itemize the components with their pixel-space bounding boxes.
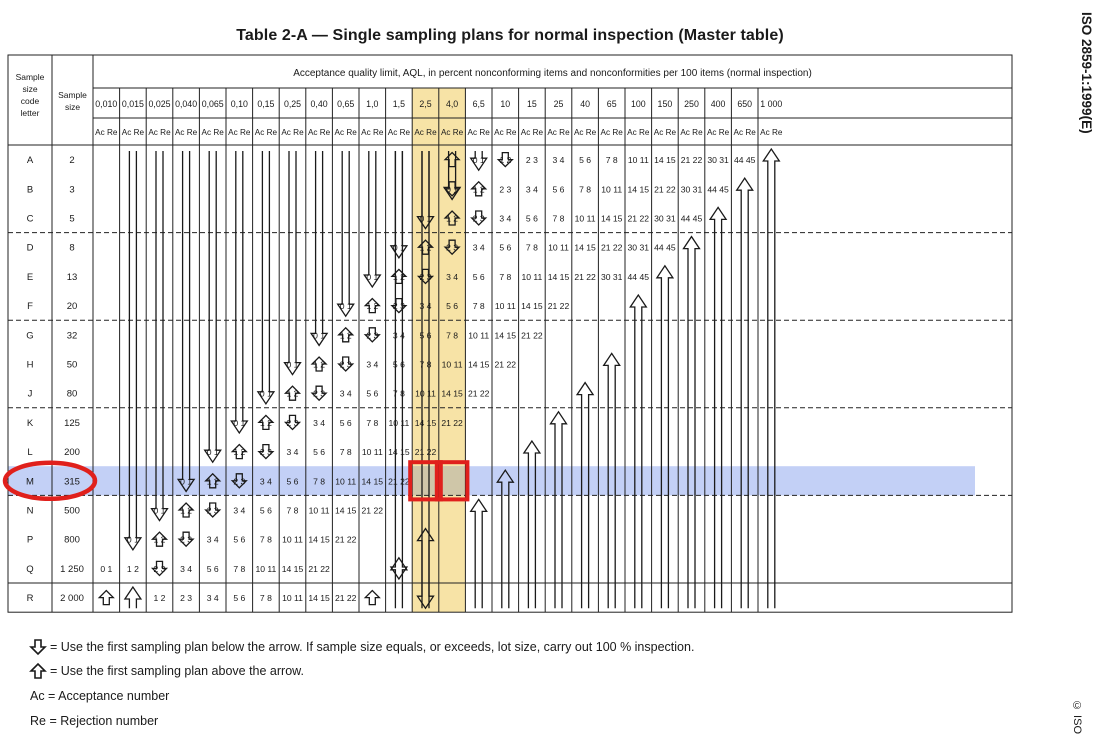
ac-re-value: 7 8 [286, 505, 299, 516]
long-up-arrow-icon [125, 587, 141, 608]
ac-re-value: 21 22 [308, 563, 330, 574]
aql-value: 15 [527, 99, 537, 109]
row-sample-size: 3 [69, 184, 75, 196]
ac-re-header: Ac Re [627, 128, 650, 137]
ac-re-value: 7 8 [552, 213, 565, 224]
ac-re-value: 2 3 [153, 563, 166, 574]
up-arrow-icon [365, 591, 379, 605]
ac-re-value: 1 2 [233, 447, 246, 458]
ac-re-value: 44 45 [654, 242, 676, 253]
row-code-letter: L [27, 447, 33, 459]
ac-re-value: 7 8 [446, 330, 459, 341]
ac-re-value: 5 6 [392, 359, 405, 370]
ac-re-value: 21 22 [574, 271, 596, 282]
ac-re-value: 30 31 [600, 271, 623, 282]
ac-re-value: 7 8 [499, 271, 512, 282]
ac-re-value: 2 3 [313, 388, 326, 399]
ac-re-value: 2 3 [233, 476, 246, 487]
ac-re-value: 3 4 [392, 330, 405, 341]
ac-re-header: Ac Re [95, 128, 118, 137]
ac-re-value: 10 11 [574, 213, 596, 224]
ac-re-value: 14 15 [414, 417, 437, 428]
ac-re-value: 5 6 [472, 271, 485, 282]
ac-re-header: Ac Re [520, 128, 544, 137]
aql-value: 1,0 [366, 99, 379, 109]
ac-re-header: Ac Re [653, 128, 677, 137]
row-code-letter: R [26, 593, 34, 605]
long-up-arrow-icon [471, 499, 487, 608]
ac-re-value: 10 11 [601, 184, 623, 195]
legend-re [30, 711, 158, 731]
legend-down-text: = Use the first sampling plan below the arrow. If sample size equals, or exceeds, lot size, carry out 100 % inspection. [50, 640, 695, 654]
row-sample-size: 315 [64, 476, 80, 488]
ac-re-value: 0 1 [446, 184, 459, 195]
ac-re-value: 1 2 [419, 242, 432, 253]
row-code-letter: J [27, 388, 33, 400]
aql-value: 25 [553, 99, 564, 109]
ac-re-value: 14 15 [600, 213, 623, 224]
ac-re-value: 7 8 [525, 242, 538, 253]
ac-re-value: 7 8 [233, 563, 246, 574]
ac-re-value: 14 15 [547, 271, 570, 282]
ac-re-value: 14 15 [334, 505, 357, 516]
ac-re-value: 0 1 [366, 271, 379, 282]
ac-re-header: Ac Re [361, 128, 384, 137]
ac-re-value: 1 2 [286, 388, 299, 399]
ac-re-value: 14 15 [654, 155, 676, 166]
row-code-letter: M [26, 476, 34, 488]
legend-ac-text: Ac = Acceptance number [30, 689, 170, 703]
ac-re-value: 2 3 [180, 534, 193, 545]
aql-value: 0,40 [310, 99, 328, 109]
ac-re-value: 5 6 [233, 593, 246, 604]
long-up-arrow-icon [657, 266, 673, 608]
ac-re-value: 10 11 [521, 271, 543, 282]
ac-re-value: 21 22 [414, 447, 437, 458]
ac-re-header: Ac Re [387, 128, 411, 137]
aql-value: 0,65 [337, 99, 355, 109]
ac-re-value: 5 6 [499, 242, 512, 253]
ac-re-value: 10 11 [335, 476, 357, 487]
aql-value: 250 [684, 99, 699, 109]
down-arrow-icon [30, 639, 46, 655]
ac-re-value: 0 1 [180, 476, 193, 487]
ac-re-value: 7 8 [259, 534, 272, 545]
aql-value: 1 000 [760, 99, 783, 109]
ac-re-value: 14 15 [361, 476, 384, 487]
ac-re-value: 10 11 [282, 593, 303, 604]
ac-re-value: 0 1 [472, 155, 485, 166]
ac-re-header: Ac Re [201, 128, 224, 137]
ac-re-value: 10 11 [282, 534, 303, 545]
ac-re-value: 1 2 [126, 563, 139, 574]
ac-re-header: Ac Re [600, 128, 623, 137]
ac-re-value: 5 6 [339, 417, 352, 428]
ac-re-value: 0 1 [339, 301, 352, 312]
ac-re-value: 1 2 [392, 271, 405, 282]
row-code-letter: D [26, 242, 34, 254]
ac-re-value: 0 1 [126, 534, 139, 545]
ac-re-value: 7 8 [339, 447, 352, 458]
ac-re-value: 7 8 [392, 388, 405, 399]
ac-re-value: 5 6 [286, 476, 299, 487]
row-code-letter: F [27, 301, 33, 313]
ac-re-header: Ac Re [706, 128, 730, 137]
ac-re-value: 2 3 [419, 271, 432, 282]
ac-re-value: 5 6 [206, 563, 219, 574]
aql-value: 650 [737, 99, 753, 109]
aql-value: 1,5 [392, 99, 406, 109]
sample-size-header: Sample [58, 90, 87, 100]
ac-re-value: 14 15 [388, 447, 410, 458]
row-code-letter: H [26, 359, 34, 371]
ac-re-value: 0 1 [259, 388, 272, 399]
ac-re-value: 0 1 [313, 330, 326, 341]
legend-down-arrow [30, 637, 694, 657]
ac-re-value: 3 4 [206, 534, 219, 545]
ac-re-header: Ac Re [414, 128, 437, 137]
ac-re-value: 7 8 [366, 417, 379, 428]
aql-value: 150 [657, 99, 673, 109]
ac-re-header: Ac Re [467, 128, 490, 137]
ac-re-value: 21 22 [441, 417, 463, 428]
row-sample-size: 80 [66, 388, 78, 400]
code-letter-header: letter [20, 108, 40, 118]
up-arrow-icon [30, 663, 46, 679]
row-code-letter: A [26, 155, 34, 167]
long-up-arrow-icon [551, 412, 567, 608]
ac-re-value: 2 3 [446, 242, 459, 253]
ac-re-value: 21 22 [494, 359, 517, 370]
ac-re-value: 7 8 [579, 184, 592, 195]
ac-re-value: 1 2 [499, 155, 512, 166]
long-up-arrow-icon [684, 237, 700, 609]
aql-value: 0,015 [121, 99, 144, 109]
ac-re-value: 5 6 [579, 155, 592, 166]
ac-re-value: 10 11 [255, 563, 277, 574]
ac-re-value: 10 11 [415, 388, 436, 399]
row-sample-size: 8 [69, 242, 75, 254]
ac-re-value: 14 15 [574, 242, 596, 253]
ac-re-value: 10 11 [388, 417, 410, 428]
ac-re-value: 3 4 [552, 155, 565, 166]
row-sample-size: 125 [64, 417, 80, 429]
ac-re-value: 10 11 [308, 505, 330, 516]
code-letter-header: size [22, 84, 38, 94]
row-code-letter: P [26, 534, 34, 546]
ac-re-value: 2 3 [206, 505, 219, 516]
aql-value: 0,065 [201, 99, 224, 109]
ac-re-header: Ac Re [494, 128, 517, 137]
ac-re-value: 7 8 [419, 359, 432, 370]
ac-re-value: 10 11 [494, 301, 516, 312]
ac-re-value: 21 22 [467, 388, 490, 399]
aql-value: 100 [630, 99, 646, 109]
ac-re-value: 21 22 [600, 242, 623, 253]
ac-re-value: 1 2 [206, 476, 219, 487]
ac-re-value: 14 15 [467, 359, 490, 370]
ac-re-value: 0 1 [100, 563, 113, 574]
aql-value: 40 [580, 99, 590, 109]
aql-value: 0,25 [283, 99, 302, 109]
long-up-arrow-icon [737, 178, 753, 608]
ac-re-value: 2 3 [339, 359, 352, 370]
ac-re-value: 21 22 [521, 330, 543, 341]
ac-re-header: Ac Re [148, 128, 171, 137]
ac-re-header: Ac Re [228, 128, 251, 137]
row-sample-size: 2 000 [60, 593, 84, 605]
row-code-letter: B [26, 184, 34, 196]
ac-re-value: 14 15 [521, 301, 543, 312]
ac-re-value: 30 31 [654, 213, 676, 224]
ac-re-value: 3 4 [206, 593, 219, 604]
ac-re-value: 2 3 [525, 155, 538, 166]
aql-value: 400 [710, 99, 726, 109]
ac-re-value: 21 22 [627, 213, 650, 224]
ac-re-value: 2 3 [472, 213, 485, 224]
standard-reference: ISO 2859-1:1999(E) [1079, 12, 1094, 134]
ac-re-value: 2 3 [499, 184, 512, 195]
ac-re-value: 1 2 [153, 534, 166, 545]
ac-re-value: 0 1 [153, 505, 166, 516]
ac-re-value: 14 15 [308, 593, 330, 604]
ac-re-value: 5 6 [259, 505, 272, 516]
ac-re-value: 14 15 [494, 330, 517, 341]
aql-value: 6,5 [472, 99, 485, 109]
long-down-arrow-icon [311, 151, 327, 345]
long-down-arrow-icon [338, 151, 354, 316]
code-letter-header: Sample [15, 72, 45, 82]
ac-re-value: 21 22 [680, 155, 703, 166]
ac-re-value: 5 6 [313, 447, 326, 458]
ac-re-value: 3 4 [259, 476, 272, 487]
long-down-arrow-icon [205, 151, 221, 462]
ac-re-value: 1 2 [446, 213, 459, 224]
ac-re-value: 30 31 [627, 242, 650, 253]
ac-re-value: 14 15 [281, 563, 304, 574]
ac-re-value: 30 31 [707, 155, 729, 166]
row-sample-size: 800 [64, 534, 80, 546]
ac-re-value: 44 45 [707, 184, 729, 195]
ac-re-value: 3 4 [446, 271, 459, 282]
aql-value: 0,15 [257, 99, 275, 109]
row-sample-size: 2 [69, 155, 75, 167]
aql-value: 4,0 [445, 99, 459, 109]
ac-re-value: 1 2 [339, 330, 352, 341]
ac-re-value: 1 2 [472, 184, 485, 195]
ac-re-header: Ac Re [121, 128, 145, 137]
ac-re-value: 14 15 [308, 534, 330, 545]
ac-re-value: 3 4 [313, 417, 326, 428]
ac-re-value: 44 45 [680, 213, 703, 224]
ac-re-value: 7 8 [472, 301, 485, 312]
ac-re-value: 2 3 [286, 417, 299, 428]
aql-value: 0,010 [95, 99, 118, 109]
aql-value: 2,5 [419, 99, 432, 109]
ac-re-value: 10 11 [627, 155, 649, 166]
ac-re-value: 21 22 [361, 505, 384, 516]
ac-re-value: 14 15 [627, 184, 650, 195]
ac-re-value: 21 22 [654, 184, 676, 195]
ac-re-value: 2 3 [180, 593, 193, 604]
ac-re-value: 21 22 [388, 476, 410, 487]
ac-re-header: Ac Re [760, 128, 783, 137]
ac-re-value: 5 6 [366, 388, 379, 399]
aql-value: 10 [500, 99, 511, 109]
ac-re-value: 10 11 [361, 447, 383, 458]
up-arrow-icon [99, 591, 113, 605]
legend-ac [30, 686, 169, 706]
copyright-notice: © ISO [1071, 700, 1083, 735]
ac-re-value: 2 3 [259, 447, 272, 458]
aql-value: 0,040 [175, 99, 198, 109]
aql-value: 0,10 [230, 99, 248, 109]
row-code-letter: Q [26, 563, 34, 575]
row-sample-size: 32 [66, 330, 78, 342]
ac-re-value: 21 22 [334, 593, 357, 604]
sample-size-header: size [64, 102, 81, 112]
ac-re-value: 1 2 [259, 417, 272, 428]
ac-re-header: Ac Re [174, 128, 198, 137]
ac-re-header: Ac Re [573, 128, 597, 137]
ac-re-header: Ac Re [254, 128, 278, 137]
ac-re-value: 1 2 [313, 359, 326, 370]
ac-re-value: 1 2 [153, 593, 166, 604]
row-sample-size: 500 [64, 505, 80, 517]
ac-re-header: Ac Re [547, 128, 570, 137]
ac-re-header: Ac Re [733, 128, 756, 137]
row-code-letter: K [26, 417, 34, 429]
ac-re-header: Ac Re [334, 128, 357, 137]
row-sample-size: 5 [69, 213, 75, 225]
ac-re-value: 44 45 [627, 271, 650, 282]
row-sample-size: 1 250 [60, 563, 84, 575]
ac-re-value: 5 6 [446, 301, 459, 312]
ac-re-value: 5 6 [525, 213, 538, 224]
legend-up-arrow [30, 661, 304, 681]
ac-re-value: 3 4 [419, 301, 432, 312]
row-code-letter: C [26, 213, 34, 225]
ac-re-value: 0 1 [233, 417, 246, 428]
ac-re-value: 0 1 [206, 447, 219, 458]
legend-up-text: = Use the first sampling plan above the arrow. [50, 664, 304, 678]
ac-re-value: 7 8 [259, 593, 272, 604]
aql-value: 0,025 [148, 99, 171, 109]
ac-re-value: 5 6 [419, 330, 432, 341]
long-down-arrow-icon [364, 151, 380, 287]
ac-re-value: 7 8 [605, 155, 618, 166]
ac-re-value: 3 4 [366, 359, 379, 370]
aql-column-highlight [412, 88, 439, 612]
ac-re-value: 3 4 [286, 447, 299, 458]
ac-re-value: 7 8 [313, 476, 326, 487]
long-down-arrow-icon [231, 151, 247, 433]
ac-re-value: 0 1 [392, 242, 405, 253]
long-down-arrow-icon [152, 151, 168, 521]
ac-re-value: 3 4 [180, 563, 193, 574]
ac-re-value: 2 3 [366, 330, 379, 341]
ac-re-value: 3 4 [525, 184, 538, 195]
row-sample-size: 50 [66, 359, 78, 371]
ac-re-value: 44 45 [733, 155, 756, 166]
ac-re-value: 1 2 [180, 505, 193, 516]
ac-re-value: 10 11 [468, 330, 490, 341]
long-down-arrow-icon [178, 151, 194, 491]
aql-value: 65 [606, 99, 617, 109]
ac-re-value: 14 15 [441, 388, 463, 399]
aql-header: Acceptance quality limit, AQL, in percent nonconforming items and nonconformities per 100 items (normal inspection) [293, 68, 812, 79]
legend-re-text: Re = Rejection number [30, 714, 159, 728]
long-down-arrow-icon [258, 151, 274, 404]
long-down-arrow-icon [285, 151, 301, 375]
ac-re-value: 10 11 [548, 242, 569, 253]
row-code-letter: G [26, 330, 34, 342]
ac-re-value: 30 31 [680, 184, 703, 195]
ac-re-header: Ac Re [440, 128, 464, 137]
row-code-letter: E [26, 271, 34, 283]
ac-re-header: Ac Re [680, 128, 703, 137]
ac-re-header: Ac Re [307, 128, 331, 137]
code-letter-header: code [20, 96, 40, 106]
long-up-arrow-icon [630, 295, 646, 608]
ac-re-value: 2 3 [392, 301, 405, 312]
table-title: Table 2-A — Single sampling plans for normal inspection (Master table) [236, 27, 784, 44]
ac-re-value: 3 4 [499, 213, 512, 224]
ac-re-value: 3 4 [233, 505, 246, 516]
ac-re-value: 0 1 [419, 213, 432, 224]
ac-re-value: 3 4 [472, 242, 485, 253]
ac-re-value: 0 1 [286, 359, 299, 370]
ac-re-value: 10 11 [441, 359, 463, 370]
ac-re-value: 5 6 [233, 534, 246, 545]
row-code-letter: N [26, 505, 34, 517]
long-up-arrow-icon [763, 149, 779, 608]
ac-re-header: Ac Re [281, 128, 304, 137]
row-sample-size: 13 [66, 271, 78, 283]
ac-re-value: 21 22 [547, 301, 570, 312]
ac-re-value: 3 4 [339, 388, 352, 399]
row-sample-size: 20 [66, 301, 78, 313]
ac-re-value: 5 6 [552, 184, 565, 195]
ac-re-value: 1 2 [366, 301, 379, 312]
ac-re-value: 21 22 [334, 534, 357, 545]
row-sample-size: 200 [64, 447, 80, 459]
